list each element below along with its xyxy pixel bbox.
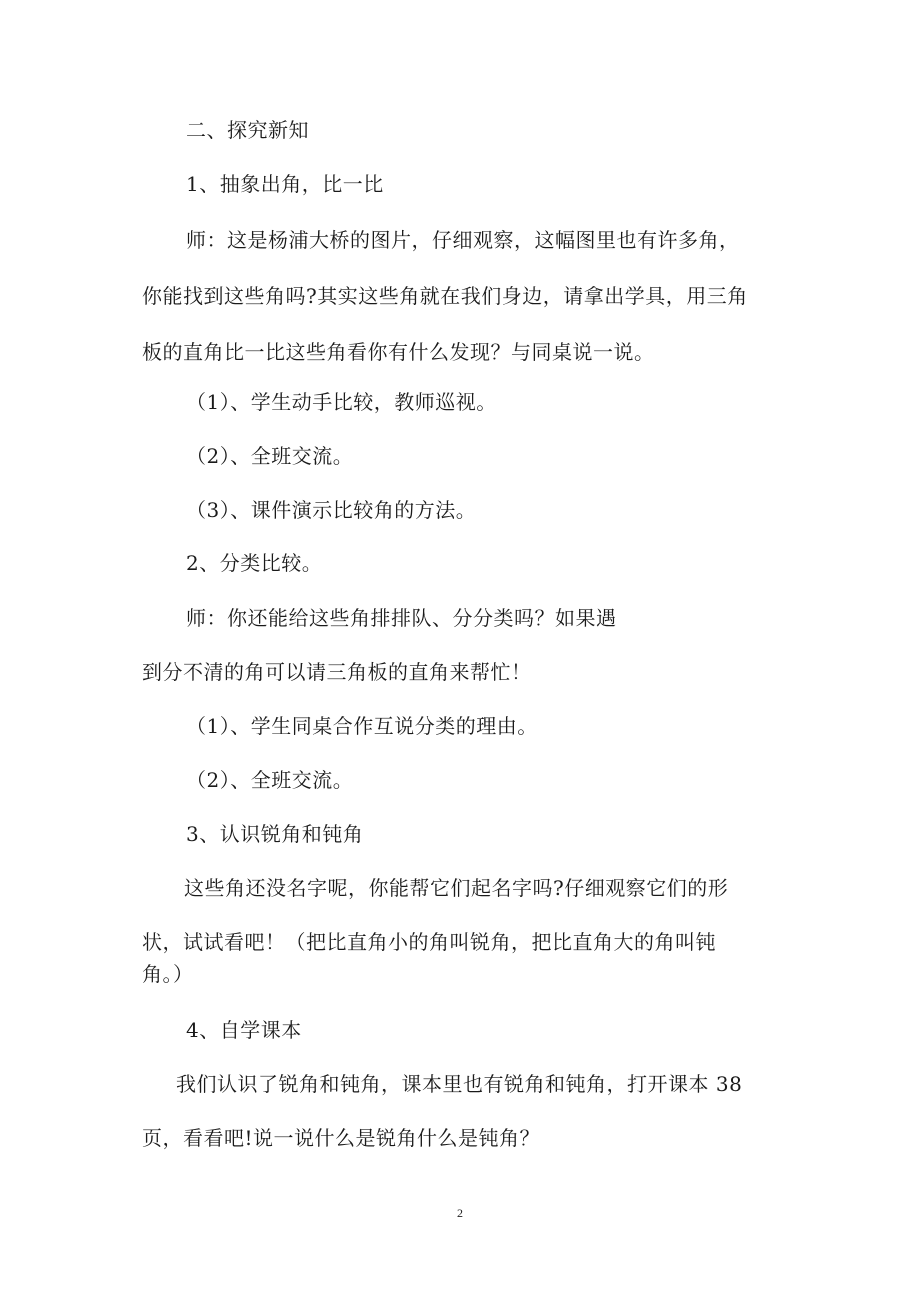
paragraph-line: 这些角还没名字呢，你能帮它们起名字吗?仔细观察它们的形 (184, 876, 729, 900)
paragraph-line: 页，看看吧!说一说什么是锐角什么是钝角？ (142, 1126, 541, 1150)
paragraph-line: 到分不清的角可以请三角板的直角来帮忙！ (142, 660, 532, 684)
page-number: 2 (457, 1206, 463, 1220)
section-heading: 二、探究新知 (186, 118, 309, 142)
list-item: （3）、课件演示比较角的方法。 (186, 498, 477, 522)
list-item: （1）、学生同桌合作互说分类的理由。 (186, 714, 538, 738)
paragraph-line: 板的直角比一比这些角看你有什么发现？与同桌说一说。 (142, 340, 655, 364)
subsection-heading: 4、自学课本 (186, 1018, 302, 1042)
subsection-heading: 2、分类比较。 (186, 551, 323, 575)
paragraph-line: 状，试试看吧！（把比直角小的角叫锐角，把比直角大的角叫钝 (142, 930, 716, 954)
subsection-heading: 3、认识锐角和钝角 (186, 822, 364, 846)
list-item: （2）、全班交流。 (186, 444, 354, 468)
paragraph-line: 师：你还能给这些角排排队、分分类吗？如果遇 (186, 606, 617, 630)
paragraph-line: 角。） (142, 962, 194, 986)
subsection-heading: 1、抽象出角，比一比 (186, 172, 384, 196)
list-item: （2）、全班交流。 (186, 768, 354, 792)
list-item: （1）、学生动手比较，教师巡视。 (186, 390, 497, 414)
paragraph-line: 我们认识了锐角和钝角，课本里也有锐角和钝角，打开课本 38 (176, 1072, 743, 1096)
paragraph-line: 你能找到这些角吗?其实这些角就在我们身边，请拿出学具，用三角 (142, 284, 748, 308)
paragraph-line: 师：这是杨浦大桥的图片，仔细观察，这幅图里也有许多角， (186, 228, 740, 252)
